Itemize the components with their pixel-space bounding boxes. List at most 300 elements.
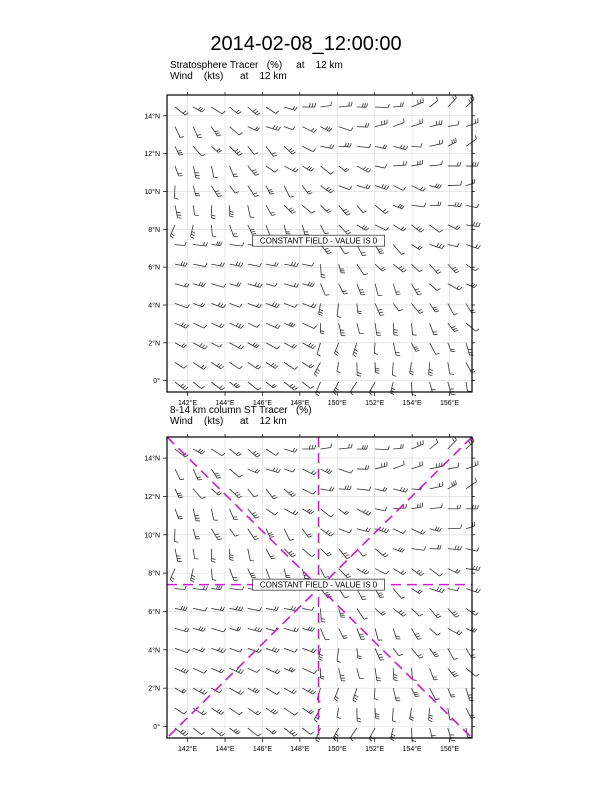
wind-barb bbox=[321, 186, 334, 193]
wind-barb bbox=[175, 283, 189, 287]
wind-barb bbox=[448, 628, 462, 634]
wind-barb bbox=[357, 225, 369, 231]
wind-barb bbox=[284, 362, 298, 369]
wind-barb bbox=[248, 186, 259, 197]
wind-barb bbox=[393, 589, 405, 599]
wind-barb bbox=[375, 205, 388, 213]
wind-barb bbox=[375, 608, 386, 615]
wind-barb bbox=[302, 489, 315, 494]
wind-barb bbox=[302, 146, 315, 151]
wind-barb bbox=[284, 448, 297, 452]
wind-barb bbox=[175, 509, 183, 519]
wind-barb bbox=[193, 509, 200, 521]
wind-barb bbox=[466, 588, 480, 592]
wind-barb bbox=[175, 323, 188, 328]
wind-barb bbox=[393, 608, 406, 616]
wind-barb bbox=[357, 166, 371, 172]
wind-barb bbox=[175, 668, 188, 673]
wind-barb bbox=[211, 628, 225, 631]
wind-barb bbox=[230, 688, 244, 694]
wind-barb bbox=[266, 549, 276, 559]
y-tick-label: 12°N bbox=[144, 151, 160, 159]
wind-barb bbox=[393, 648, 402, 655]
wind-barb bbox=[266, 688, 280, 694]
wind-barb bbox=[193, 146, 205, 156]
wind-barb bbox=[411, 589, 422, 594]
wind-barb bbox=[466, 708, 475, 718]
wind-barb bbox=[375, 184, 389, 189]
svg-text:CONSTANT FIELD - VALUE IS 0: CONSTANT FIELD - VALUE IS 0 bbox=[259, 580, 378, 590]
wind-barb bbox=[448, 362, 454, 374]
wind-barb bbox=[466, 96, 474, 107]
axis-ticks bbox=[144, 434, 475, 753]
wind-barb bbox=[174, 186, 178, 200]
wind-barb bbox=[393, 303, 402, 310]
wind-barb bbox=[393, 264, 406, 272]
wind-barb bbox=[175, 708, 187, 714]
wind-barb bbox=[430, 527, 442, 532]
wind-barb bbox=[430, 284, 441, 291]
wind-barb bbox=[175, 343, 186, 348]
wind-barb bbox=[375, 708, 379, 719]
x-tick-label: 148°E bbox=[290, 400, 310, 407]
wind-barb bbox=[375, 104, 389, 108]
wind-barb bbox=[448, 284, 462, 290]
wind-barb bbox=[339, 186, 352, 190]
wind-barb bbox=[211, 225, 216, 237]
wind-barb bbox=[321, 469, 332, 474]
wind-barb bbox=[411, 461, 422, 469]
wind-barb bbox=[375, 628, 382, 640]
wind-barb bbox=[193, 728, 204, 735]
wind-barb bbox=[193, 186, 200, 196]
wind-barb bbox=[357, 362, 361, 376]
wind-barb bbox=[230, 529, 239, 537]
wind-barb bbox=[429, 362, 433, 376]
wind-barb bbox=[193, 323, 206, 328]
wind-barb bbox=[175, 205, 182, 218]
wind-barb bbox=[353, 688, 358, 702]
wind-barb bbox=[411, 547, 425, 551]
wind-barb bbox=[357, 184, 370, 188]
wind-barb bbox=[321, 264, 326, 278]
wind-barb bbox=[211, 262, 224, 266]
y-tick-label: 2°N bbox=[148, 685, 160, 693]
wind-barb bbox=[448, 95, 457, 107]
wind-barb bbox=[211, 241, 222, 245]
wind-barb bbox=[357, 323, 364, 333]
wind-barb bbox=[466, 382, 471, 391]
wind-barb bbox=[430, 343, 440, 355]
wind-barb bbox=[375, 507, 387, 511]
wind-barb bbox=[284, 728, 297, 736]
wind-barb bbox=[411, 688, 419, 696]
wind-barb bbox=[211, 607, 224, 611]
wind-barb bbox=[248, 688, 260, 693]
wind-barb bbox=[466, 179, 475, 186]
wind-barb bbox=[302, 323, 316, 328]
wind-barb bbox=[375, 549, 388, 557]
wind-barb bbox=[390, 728, 395, 741]
x-tick-label: 154°E bbox=[402, 400, 422, 407]
wind-barb bbox=[248, 263, 262, 267]
wind-barb bbox=[248, 382, 261, 390]
wind-barb bbox=[302, 469, 316, 475]
wind-barb bbox=[392, 362, 396, 376]
wind-barb bbox=[248, 146, 258, 154]
wind-barb bbox=[248, 323, 260, 327]
wind-barb bbox=[248, 668, 260, 672]
wind-barb bbox=[193, 242, 207, 246]
constant-field-label bbox=[253, 579, 385, 590]
wind-barb bbox=[211, 186, 221, 197]
wind-barb bbox=[266, 708, 278, 714]
wind-barb bbox=[211, 569, 216, 581]
wind-barb bbox=[230, 728, 241, 734]
wind-barb bbox=[266, 362, 278, 368]
wind-barb bbox=[302, 445, 315, 449]
wind-barb bbox=[248, 549, 254, 561]
wind-barb bbox=[211, 284, 225, 287]
panel1-subtitle-tracer: Stratosphere Tracer (%) at 12 km bbox=[170, 60, 343, 71]
wind-barb bbox=[334, 688, 338, 701]
wind-barb bbox=[393, 284, 400, 295]
wind-barb bbox=[339, 166, 349, 172]
wind-barb bbox=[230, 205, 234, 217]
y-tick-label: 0° bbox=[153, 723, 160, 731]
wind-barb bbox=[266, 146, 277, 156]
wind-barb bbox=[393, 547, 404, 552]
wind-barb bbox=[430, 382, 437, 392]
wind-barb bbox=[448, 546, 462, 550]
wind-barb bbox=[211, 585, 222, 589]
panel2-subtitle-wind: Wind (kts) at 12 km bbox=[170, 416, 287, 427]
wind-barb bbox=[393, 161, 406, 166]
wind-barb bbox=[321, 628, 330, 639]
wind-barb bbox=[284, 303, 297, 307]
wind-barb bbox=[193, 166, 200, 178]
wind-barb bbox=[448, 728, 455, 740]
wind-barb bbox=[175, 688, 186, 693]
wind-barb bbox=[211, 549, 215, 563]
wind-barb bbox=[175, 382, 188, 390]
wind-barb bbox=[248, 728, 261, 736]
wind-barb bbox=[284, 106, 297, 110]
wind-barb bbox=[448, 343, 455, 352]
y-tick-label: 14°N bbox=[144, 113, 160, 121]
wind-barb bbox=[393, 444, 403, 449]
wind-barb bbox=[357, 205, 367, 212]
wind-barb bbox=[266, 323, 280, 328]
wind-barb bbox=[411, 143, 422, 147]
wind-barb bbox=[321, 126, 332, 131]
wind-barb bbox=[175, 728, 188, 736]
wind-barb bbox=[393, 186, 406, 191]
y-tick-label: 2°N bbox=[148, 340, 160, 348]
wind-barb bbox=[211, 166, 217, 177]
map-panel-2 bbox=[0, 425, 612, 770]
wind-barb bbox=[230, 586, 244, 590]
wind-barb bbox=[266, 606, 278, 610]
wind-barb bbox=[284, 667, 295, 672]
wind-barb bbox=[317, 343, 320, 357]
wind-barb bbox=[466, 566, 480, 570]
wind-barb bbox=[357, 668, 364, 678]
wind-barb bbox=[230, 127, 243, 135]
wind-barb bbox=[175, 107, 188, 115]
wind-barb bbox=[302, 343, 315, 349]
wind-barb bbox=[266, 343, 280, 349]
wind-barb bbox=[321, 102, 332, 107]
wind-barb bbox=[339, 549, 351, 559]
wind-barb bbox=[175, 586, 186, 590]
wind-barb bbox=[230, 627, 241, 631]
wind-barb bbox=[175, 449, 188, 457]
wind-barb bbox=[375, 120, 387, 127]
wind-barb bbox=[284, 146, 296, 154]
wind-barb bbox=[429, 708, 433, 722]
wind-barb bbox=[411, 186, 425, 192]
y-tick-label: 10°N bbox=[144, 532, 160, 540]
wind-barb bbox=[430, 264, 441, 273]
wind-barb bbox=[430, 587, 445, 592]
x-tick-label: 142°E bbox=[178, 746, 198, 753]
wind-barb bbox=[375, 284, 382, 296]
axis-ticks bbox=[144, 92, 475, 407]
wind-barb bbox=[193, 282, 205, 287]
wind-barb bbox=[430, 569, 443, 576]
wind-barb bbox=[193, 205, 198, 215]
wind-barb bbox=[393, 343, 400, 356]
wind-barb bbox=[284, 648, 297, 652]
wind-barb bbox=[211, 668, 224, 673]
wind-barb bbox=[320, 323, 324, 334]
wind-barb bbox=[448, 138, 457, 146]
wind-barb bbox=[191, 569, 196, 583]
wind-barb bbox=[393, 529, 406, 534]
wind-barb bbox=[248, 107, 260, 115]
wind-barb bbox=[375, 145, 387, 149]
wind-barb bbox=[170, 569, 175, 582]
wind-barb bbox=[411, 503, 422, 509]
x-tick-label: 156°E bbox=[439, 400, 460, 407]
wind-barb bbox=[248, 449, 260, 457]
wind-barb bbox=[339, 469, 353, 473]
wind-barb bbox=[448, 688, 455, 697]
wind-barb bbox=[375, 362, 379, 373]
wind-barb bbox=[248, 708, 261, 715]
wind-barb bbox=[430, 462, 442, 468]
y-tick-label: 6°N bbox=[148, 264, 160, 272]
wind-barb bbox=[230, 166, 238, 177]
wind-barb bbox=[369, 728, 375, 741]
x-tick-label: 142°E bbox=[178, 400, 198, 407]
wind-barb bbox=[339, 205, 351, 215]
wind-barb bbox=[393, 628, 400, 639]
wind-barb bbox=[321, 205, 332, 212]
wind-barb bbox=[375, 164, 387, 168]
wind-barb bbox=[302, 509, 313, 514]
wind-barb bbox=[411, 440, 423, 449]
wind-barb bbox=[357, 445, 368, 449]
wind-barb bbox=[266, 509, 278, 515]
wind-barb bbox=[357, 264, 368, 275]
wind-barb bbox=[375, 323, 381, 336]
wind-barb bbox=[393, 102, 403, 107]
wind-barb bbox=[357, 284, 365, 295]
wind-barb bbox=[193, 449, 205, 454]
wind-barb bbox=[266, 186, 274, 195]
wind-barb bbox=[230, 569, 238, 581]
wind-barb bbox=[230, 708, 243, 715]
wind-barb bbox=[393, 487, 407, 492]
wind-barb bbox=[284, 688, 296, 693]
panel2-subtitle-tracer: 8-14 km column ST Tracer (%) bbox=[170, 405, 312, 416]
wind-barb bbox=[230, 303, 243, 307]
wind-barb bbox=[411, 284, 421, 295]
wind-barb bbox=[193, 627, 205, 632]
wind-barb bbox=[193, 549, 198, 559]
wind-barb bbox=[284, 262, 298, 267]
wind-barb bbox=[284, 382, 297, 390]
wind-barb bbox=[302, 205, 315, 213]
wind-barb bbox=[448, 181, 462, 185]
wind-barb bbox=[448, 480, 457, 488]
y-tick-label: 14°N bbox=[144, 455, 160, 463]
wind-barb bbox=[430, 323, 438, 335]
wind-barb bbox=[430, 608, 441, 617]
wind-barb bbox=[193, 469, 202, 480]
wind-barb bbox=[284, 489, 296, 497]
wind-barb bbox=[302, 103, 315, 107]
wind-barb bbox=[302, 382, 313, 388]
wind-barb bbox=[448, 382, 455, 394]
x-tick-label: 152°E bbox=[365, 400, 385, 407]
wind-barb bbox=[266, 107, 279, 113]
wind-barb bbox=[411, 569, 423, 576]
wind-barb bbox=[230, 668, 244, 673]
wind-barb bbox=[466, 522, 475, 529]
wind-barb bbox=[302, 627, 314, 632]
wind-barb bbox=[284, 166, 298, 172]
wind-barb bbox=[230, 382, 241, 388]
wind-barb bbox=[266, 382, 277, 388]
wind-barb bbox=[375, 487, 387, 491]
wind-barb bbox=[230, 146, 243, 155]
wind-barb bbox=[339, 127, 353, 131]
wind-barb bbox=[339, 668, 346, 681]
wind-barb bbox=[175, 628, 189, 632]
wind-barb bbox=[430, 628, 441, 635]
wind-barb bbox=[321, 166, 334, 174]
wind-barb bbox=[230, 362, 243, 369]
wind-barb bbox=[193, 489, 205, 499]
wind-barb bbox=[430, 545, 442, 549]
wind-barb bbox=[350, 728, 357, 741]
wind-barb bbox=[266, 728, 277, 734]
wind-barb bbox=[357, 628, 365, 639]
wind-barb bbox=[211, 728, 224, 736]
wind-barb bbox=[266, 668, 280, 673]
x-tick-label: 150°E bbox=[327, 746, 347, 753]
wind-barb bbox=[390, 382, 395, 395]
wind-barb bbox=[321, 444, 332, 449]
wind-barb bbox=[248, 362, 261, 369]
wind-barb bbox=[393, 668, 398, 680]
wind-barb bbox=[410, 708, 414, 720]
wind-barb bbox=[230, 549, 234, 561]
wind-barb bbox=[284, 322, 295, 327]
wind-barb bbox=[430, 504, 443, 509]
wind-barb bbox=[284, 205, 296, 213]
wind-barb bbox=[302, 607, 314, 611]
wind-barb bbox=[430, 728, 437, 738]
wind-barb bbox=[302, 648, 316, 652]
wind-barb bbox=[284, 549, 296, 557]
wind-barb bbox=[411, 203, 425, 207]
wind-barb bbox=[302, 529, 312, 538]
wind-barb bbox=[302, 549, 315, 557]
wind-barb bbox=[248, 343, 260, 348]
wind-barb bbox=[302, 688, 315, 694]
wind-barb bbox=[375, 264, 386, 271]
wind-barb bbox=[248, 627, 263, 632]
x-tick-label: 148°E bbox=[290, 746, 310, 753]
wind-barb bbox=[411, 245, 422, 250]
wind-barb bbox=[393, 461, 404, 469]
wind-barb bbox=[357, 509, 371, 515]
wind-barb bbox=[430, 668, 438, 680]
wind-barb bbox=[248, 166, 259, 175]
wind-barb bbox=[369, 382, 375, 395]
wind-barb bbox=[266, 489, 277, 499]
wind-barb bbox=[211, 708, 224, 714]
wind-barb bbox=[430, 120, 442, 126]
y-tick-label: 8°N bbox=[148, 570, 160, 578]
x-tick-label: 146°E bbox=[252, 746, 273, 753]
wind-barb bbox=[430, 161, 443, 166]
wind-barb bbox=[375, 446, 389, 450]
wind-barb bbox=[211, 323, 224, 328]
wind-barb bbox=[339, 485, 351, 489]
svg-text:CONSTANT FIELD - VALUE IS 0: CONSTANT FIELD - VALUE IS 0 bbox=[259, 236, 378, 246]
map-panel-1 bbox=[0, 80, 612, 420]
wind-barb bbox=[175, 469, 184, 480]
wind-barb bbox=[339, 509, 349, 515]
y-tick-label: 6°N bbox=[148, 608, 160, 616]
wind-barb bbox=[193, 263, 207, 267]
wind-barb bbox=[175, 362, 187, 368]
wind-barb bbox=[350, 382, 357, 395]
wind-barb bbox=[357, 708, 361, 722]
wind-barb bbox=[302, 186, 312, 195]
wind-barb bbox=[430, 140, 443, 147]
wind-barb bbox=[333, 382, 339, 395]
wind-barb bbox=[430, 225, 443, 232]
wind-barb bbox=[211, 107, 225, 114]
wind-barb bbox=[211, 343, 222, 347]
y-tick-label: 4°N bbox=[148, 302, 160, 310]
wind-barb bbox=[302, 262, 314, 266]
x-tick-label: 152°E bbox=[365, 746, 385, 753]
wind-barb bbox=[211, 382, 224, 390]
wind-barb bbox=[339, 102, 352, 107]
wind-barb bbox=[266, 283, 277, 286]
panel1-subtitle-wind: Wind (kts) at 12 km bbox=[170, 71, 287, 82]
wind-barb bbox=[392, 708, 396, 722]
wind-barb bbox=[321, 608, 326, 622]
wind-barb bbox=[248, 529, 259, 540]
